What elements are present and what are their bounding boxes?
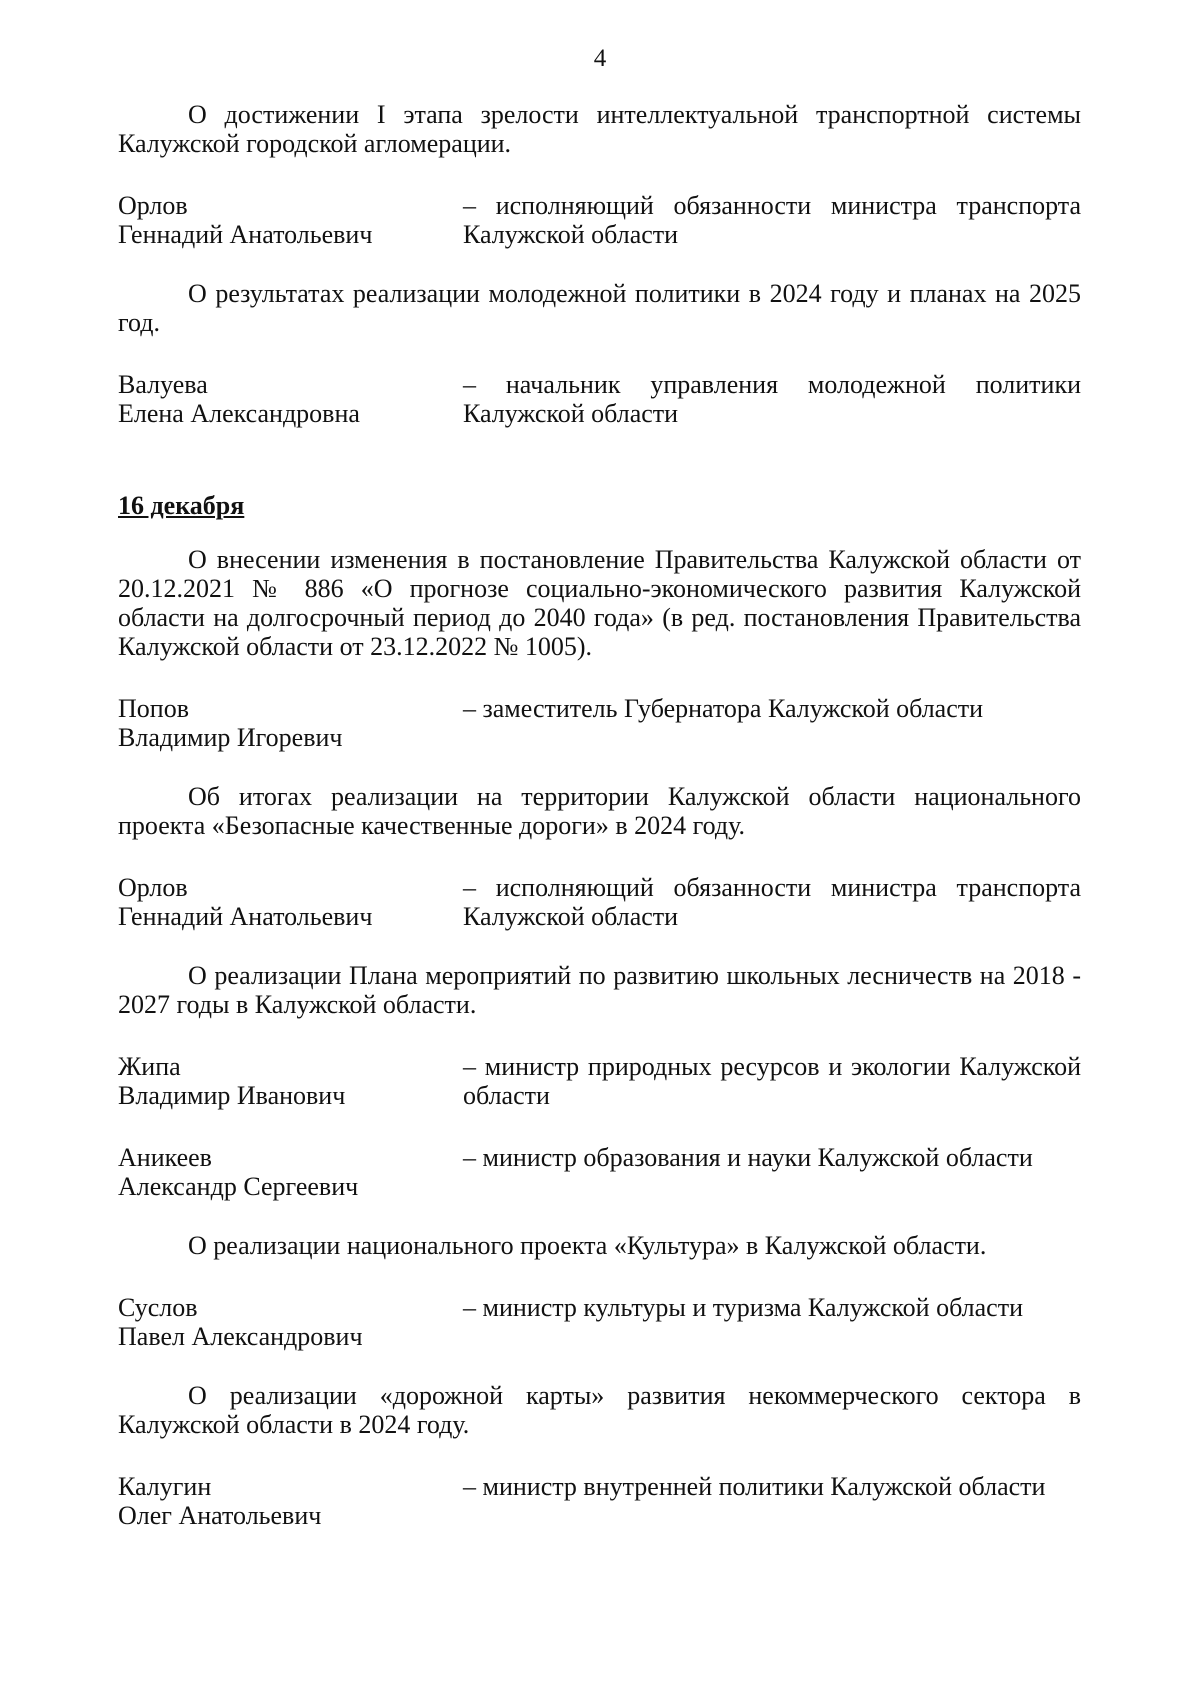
speaker-entry <box>118 1143 1081 1201</box>
speaker-role: – исполняющий обязанности министра транспорта Калужской области <box>463 191 1081 249</box>
speaker-name <box>118 1293 463 1351</box>
agenda-item: О реализации национального проекта «Культура» в Калужской области. <box>188 1231 987 1260</box>
speaker-given-names: Геннадий Анатольевич <box>118 902 373 931</box>
agenda-item: О достижении I этапа зрелости интеллектуальной транспортной системы Калужской городской агломерации. <box>118 100 1081 158</box>
agenda-item: Об итогах реализации на территории Калужской области национального проекта «Безопасные качественные дороги» в 2024 году. <box>118 782 1081 840</box>
speaker-role: – начальник управления молодежной политики Калужской области <box>463 370 1081 428</box>
speaker-role: – министр образования и науки Калужской области <box>463 1143 1033 1172</box>
agenda-item: О реализации «дорожной карты» развития некоммерческого сектора в Калужской области в 2024 году. <box>118 1381 1081 1439</box>
speaker-entry <box>118 191 1081 249</box>
speaker-entry <box>118 694 1081 752</box>
speaker-role: – исполняющий обязанности министра транспорта Калужской области <box>463 873 1081 931</box>
speaker-surname: Попов <box>118 694 189 723</box>
agenda-item: О реализации Плана мероприятий по развитию школьных лесничеств на 2018 - 2027 годы в Калужской области. <box>118 961 1081 1019</box>
speaker-name <box>118 873 463 931</box>
date-heading: 16 декабря <box>118 491 245 520</box>
speaker-role: – министр природных ресурсов и экологии Калужской области <box>463 1052 1081 1110</box>
speaker-surname: Валуева <box>118 370 208 399</box>
speaker-surname: Калугин <box>118 1472 212 1501</box>
speaker-name <box>118 370 463 428</box>
speaker-given-names: Елена Александровна <box>118 399 360 428</box>
speaker-name <box>118 694 463 752</box>
speaker-surname: Аникеев <box>118 1143 212 1172</box>
speaker-surname: Суслов <box>118 1293 198 1322</box>
speaker-given-names: Олег Анатольевич <box>118 1501 322 1530</box>
speaker-surname: Орлов <box>118 191 188 220</box>
speaker-name <box>118 1052 463 1110</box>
speaker-given-names: Владимир Игоревич <box>118 723 343 752</box>
agenda-item: О внесении изменения в постановление Правительства Калужской области от 20.12.2021 № 886 «О прогнозе социально-экономического развития Калужской области на долгосрочный период до 2040 года» (в ред. постановления Правительства Калужской области от 23.12.2022 № 1005). <box>118 545 1081 661</box>
speaker-given-names: Александр Сергеевич <box>118 1172 359 1201</box>
agenda-item: О результатах реализации молодежной политики в 2024 году и планах на 2025 год. <box>118 279 1081 337</box>
speaker-role: – заместитель Губернатора Калужской области <box>463 694 984 723</box>
speaker-entry <box>118 370 1081 428</box>
speaker-entry <box>118 1472 1081 1530</box>
speaker-entry <box>118 1293 1081 1351</box>
speaker-given-names: Геннадий Анатольевич <box>118 220 373 249</box>
speaker-surname: Орлов <box>118 873 188 902</box>
speaker-surname: Жипа <box>118 1052 181 1081</box>
speaker-name <box>118 1472 463 1530</box>
speaker-entry <box>118 873 1081 931</box>
agenda-content <box>118 100 1081 1530</box>
speaker-role: – министр культуры и туризма Калужской области <box>463 1293 1024 1322</box>
page-number: 4 <box>593 45 607 72</box>
speaker-name <box>118 191 463 249</box>
speaker-name <box>118 1143 463 1201</box>
speaker-given-names: Павел Александрович <box>118 1322 363 1351</box>
speaker-entry <box>118 1052 1081 1110</box>
speaker-given-names: Владимир Иванович <box>118 1081 346 1110</box>
speaker-role: – министр внутренней политики Калужской области <box>463 1472 1046 1501</box>
